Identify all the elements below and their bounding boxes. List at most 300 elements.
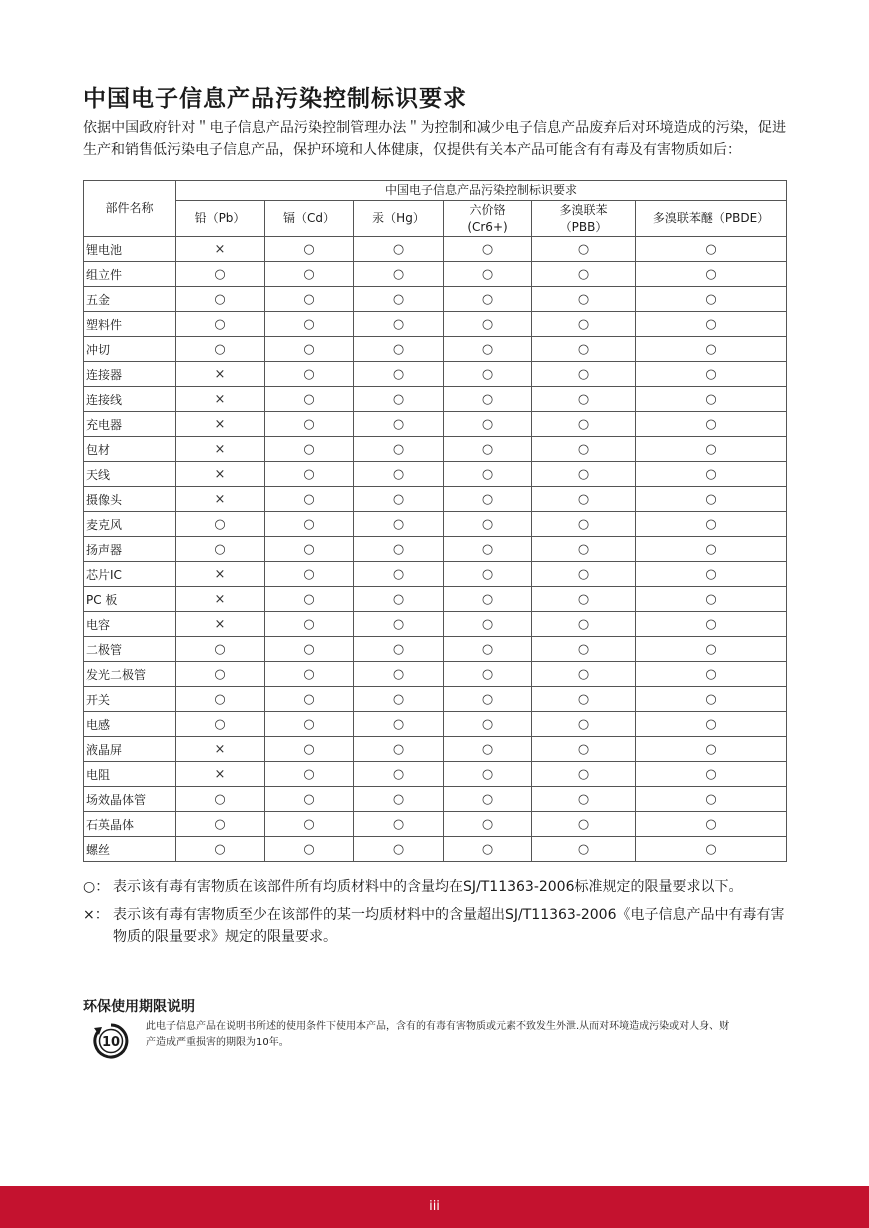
substance-cell bbox=[176, 287, 265, 312]
part-name: 开关 bbox=[84, 687, 176, 712]
compliance-mark: ○ bbox=[481, 616, 494, 632]
substance-cell bbox=[636, 562, 787, 587]
table-row bbox=[84, 562, 787, 587]
compliance-mark: ○ bbox=[303, 741, 315, 757]
compliance-mark: ○ bbox=[214, 316, 226, 332]
table-row bbox=[84, 312, 787, 337]
compliance-mark: ○ bbox=[577, 766, 590, 782]
substance-cell bbox=[636, 712, 787, 737]
substance-cell bbox=[176, 587, 265, 612]
substance-cell bbox=[444, 712, 532, 737]
substance-cell bbox=[265, 487, 354, 512]
compliance-mark: ○ bbox=[392, 416, 405, 432]
substance-cell bbox=[354, 687, 444, 712]
substance-cell bbox=[532, 262, 636, 287]
substance-cell bbox=[532, 437, 636, 462]
compliance-mark: × bbox=[214, 366, 226, 382]
compliance-mark: ○ bbox=[303, 816, 315, 832]
table-row bbox=[84, 437, 787, 462]
compliance-mark: ○ bbox=[481, 691, 494, 707]
substance-cell bbox=[532, 737, 636, 762]
substance-cell bbox=[636, 512, 787, 537]
compliance-mark: ○ bbox=[392, 666, 405, 682]
note-text: 表示该有毒有害物质在该部件所有均质材料中的含量均在SJ/T11363-2006标准规定的限量要求以下。 bbox=[113, 879, 743, 895]
compliance-mark: ○ bbox=[577, 591, 590, 607]
substance-name: 汞（Hg） bbox=[372, 211, 425, 225]
compliance-mark: ○ bbox=[214, 716, 226, 732]
substance-cell bbox=[354, 337, 444, 362]
part-name: 电阻 bbox=[84, 762, 176, 787]
substance-cell bbox=[354, 737, 444, 762]
compliance-mark: ○ bbox=[303, 516, 315, 532]
compliance-mark: ○ bbox=[303, 616, 315, 632]
part-name: 芯片IC bbox=[84, 562, 176, 587]
substance-cell bbox=[265, 287, 354, 312]
compliance-mark: ○ bbox=[577, 416, 590, 432]
substance-cell bbox=[444, 737, 532, 762]
compliance-mark: ○ bbox=[705, 616, 717, 632]
compliance-mark: ○ bbox=[392, 391, 405, 407]
compliance-mark: ○ bbox=[705, 416, 717, 432]
compliance-mark: ○ bbox=[303, 541, 315, 557]
substance-cell bbox=[532, 337, 636, 362]
substance-cell bbox=[265, 812, 354, 837]
substance-cell bbox=[532, 637, 636, 662]
substance-cell bbox=[354, 362, 444, 387]
compliance-mark: ○ bbox=[392, 341, 405, 357]
compliance-mark: ○ bbox=[214, 516, 226, 532]
compliance-mark: ○ bbox=[392, 841, 405, 857]
compliance-mark: ○ bbox=[481, 316, 494, 332]
substance-cell bbox=[636, 662, 787, 687]
substance-cell bbox=[444, 837, 532, 862]
compliance-mark: × bbox=[214, 591, 226, 607]
part-name: 天线 bbox=[84, 462, 176, 487]
compliance-mark: ○ bbox=[577, 616, 590, 632]
table-row bbox=[84, 712, 787, 737]
epup-logo-number: 10 bbox=[101, 1035, 121, 1050]
substance-cell bbox=[444, 287, 532, 312]
substance-cell bbox=[532, 687, 636, 712]
substance-cell bbox=[636, 687, 787, 712]
table-row bbox=[84, 637, 787, 662]
substance-cell bbox=[176, 812, 265, 837]
table-row bbox=[84, 737, 787, 762]
note-symbol: ×： bbox=[83, 907, 109, 923]
footer-bar bbox=[0, 1186, 869, 1228]
substance-name: 六价铬 bbox=[469, 202, 506, 217]
substance-cell bbox=[636, 587, 787, 612]
compliance-mark: ○ bbox=[303, 716, 315, 732]
part-name: 组立件 bbox=[84, 262, 176, 287]
compliance-mark: ○ bbox=[481, 666, 494, 682]
substance-cell bbox=[444, 337, 532, 362]
compliance-mark: ○ bbox=[392, 791, 405, 807]
table-row bbox=[84, 537, 787, 562]
compliance-mark: ○ bbox=[481, 541, 494, 557]
substance-cell bbox=[444, 387, 532, 412]
substance-cell bbox=[176, 412, 265, 437]
compliance-mark: ○ bbox=[481, 766, 494, 782]
compliance-mark: ○ bbox=[303, 666, 315, 682]
compliance-mark: × bbox=[214, 766, 226, 782]
substance-cell bbox=[444, 237, 532, 262]
table-row bbox=[84, 412, 787, 437]
compliance-mark: ○ bbox=[577, 291, 590, 307]
substance-cell bbox=[444, 487, 532, 512]
table-row bbox=[84, 662, 787, 687]
compliance-mark: ○ bbox=[392, 691, 405, 707]
part-name: 连接线 bbox=[84, 387, 176, 412]
substance-cell bbox=[532, 712, 636, 737]
compliance-mark: ○ bbox=[481, 791, 494, 807]
compliance-mark: × bbox=[214, 566, 226, 582]
substance-cell bbox=[444, 662, 532, 687]
substance-cell bbox=[444, 762, 532, 787]
substance-cell bbox=[444, 412, 532, 437]
compliance-mark: ○ bbox=[481, 491, 494, 507]
compliance-mark: ○ bbox=[392, 716, 405, 732]
substance-cell bbox=[636, 337, 787, 362]
epup-heading: 环保使用期限说明 bbox=[83, 999, 195, 1015]
table-row bbox=[84, 287, 787, 312]
substance-cell bbox=[265, 512, 354, 537]
substance-cell bbox=[636, 537, 787, 562]
substance-cell bbox=[265, 687, 354, 712]
compliance-mark: ○ bbox=[214, 791, 226, 807]
compliance-mark: ○ bbox=[705, 391, 717, 407]
compliance-mark: ○ bbox=[303, 841, 315, 857]
substance-cell bbox=[636, 612, 787, 637]
table-row bbox=[84, 837, 787, 862]
compliance-mark: ○ bbox=[705, 766, 717, 782]
substance-cell bbox=[354, 387, 444, 412]
substance-cell bbox=[532, 287, 636, 312]
part-name: 冲切 bbox=[84, 337, 176, 362]
substance-cell bbox=[265, 837, 354, 862]
compliance-mark: ○ bbox=[705, 341, 717, 357]
substance-cell bbox=[354, 237, 444, 262]
table-row bbox=[84, 387, 787, 412]
table-row bbox=[84, 687, 787, 712]
compliance-mark: ○ bbox=[481, 416, 494, 432]
table-row bbox=[84, 787, 787, 812]
compliance-mark: ○ bbox=[481, 641, 494, 657]
substance-cell bbox=[265, 587, 354, 612]
compliance-mark: ○ bbox=[392, 316, 405, 332]
substance-cell bbox=[636, 462, 787, 487]
compliance-mark: ○ bbox=[214, 691, 226, 707]
compliance-mark: × bbox=[214, 741, 226, 757]
substance-cell bbox=[176, 662, 265, 687]
substance-cell bbox=[354, 262, 444, 287]
substance-cell bbox=[265, 387, 354, 412]
table-row bbox=[84, 612, 787, 637]
substance-cell bbox=[444, 437, 532, 462]
compliance-mark: ○ bbox=[481, 441, 494, 457]
substance-cell bbox=[444, 787, 532, 812]
part-name: 螺丝 bbox=[84, 837, 176, 862]
compliance-mark: ○ bbox=[481, 291, 494, 307]
substance-cell bbox=[444, 512, 532, 537]
substance-cell bbox=[636, 737, 787, 762]
substance-cell bbox=[176, 762, 265, 787]
substance-cell bbox=[532, 837, 636, 862]
part-name-header: 部件名称 bbox=[84, 181, 176, 237]
compliance-mark: ○ bbox=[705, 491, 717, 507]
compliance-mark: ○ bbox=[481, 241, 494, 257]
compliance-mark: ○ bbox=[392, 291, 405, 307]
part-name: 五金 bbox=[84, 287, 176, 312]
compliance-mark: ○ bbox=[705, 816, 717, 832]
substance-cell bbox=[265, 262, 354, 287]
substance-cell bbox=[444, 637, 532, 662]
substance-cell bbox=[176, 612, 265, 637]
substance-symbol: (Cr6+) bbox=[467, 219, 508, 234]
substance-cell bbox=[636, 262, 787, 287]
compliance-mark: ○ bbox=[303, 691, 315, 707]
substance-cell bbox=[532, 512, 636, 537]
compliance-mark: ○ bbox=[392, 366, 405, 382]
substance-cell bbox=[354, 312, 444, 337]
substance-cell bbox=[354, 762, 444, 787]
compliance-mark: ○ bbox=[392, 616, 405, 632]
compliance-mark: ○ bbox=[705, 716, 717, 732]
part-name: 电感 bbox=[84, 712, 176, 737]
substance-cell bbox=[532, 812, 636, 837]
compliance-mark: ○ bbox=[214, 641, 226, 657]
substance-symbol: （PBB） bbox=[559, 219, 608, 234]
substance-cell bbox=[354, 712, 444, 737]
substance-cell bbox=[532, 412, 636, 437]
compliance-mark: ○ bbox=[577, 641, 590, 657]
substance-cell bbox=[532, 562, 636, 587]
page-number: iii bbox=[429, 1199, 440, 1214]
compliance-mark: ○ bbox=[705, 741, 717, 757]
compliance-mark: ○ bbox=[303, 341, 315, 357]
compliance-mark: ○ bbox=[481, 566, 494, 582]
substance-cell bbox=[176, 737, 265, 762]
compliance-mark: ○ bbox=[577, 241, 590, 257]
substance-header bbox=[354, 201, 444, 237]
compliance-mark: ○ bbox=[303, 491, 315, 507]
compliance-mark: ○ bbox=[481, 366, 494, 382]
part-name: 麦克风 bbox=[84, 512, 176, 537]
substance-cell bbox=[265, 662, 354, 687]
compliance-mark: ○ bbox=[303, 316, 315, 332]
compliance-mark: ○ bbox=[705, 541, 717, 557]
compliance-mark: ○ bbox=[481, 391, 494, 407]
part-name: 摄像头 bbox=[84, 487, 176, 512]
compliance-mark: × bbox=[214, 441, 226, 457]
substance-cell bbox=[636, 812, 787, 837]
substance-cell bbox=[636, 762, 787, 787]
compliance-mark: ○ bbox=[303, 791, 315, 807]
compliance-mark: ○ bbox=[303, 766, 315, 782]
substance-cell bbox=[265, 312, 354, 337]
part-name: 场效晶体管 bbox=[84, 787, 176, 812]
compliance-mark: × bbox=[214, 491, 226, 507]
substance-cell bbox=[532, 387, 636, 412]
compliance-mark: ○ bbox=[481, 741, 494, 757]
substance-cell bbox=[354, 587, 444, 612]
table-row bbox=[84, 587, 787, 612]
note-text: 表示该有毒有害物质至少在该部件的某一均质材料中的含量超出SJ/T11363-2006《电子信息产品中有毒有害物质的限量要求》规定的限量要求。 bbox=[113, 907, 785, 945]
substance-header bbox=[444, 201, 532, 237]
substance-cell bbox=[444, 612, 532, 637]
compliance-mark: ○ bbox=[303, 416, 315, 432]
compliance-mark: ○ bbox=[303, 641, 315, 657]
compliance-mark: ○ bbox=[705, 291, 717, 307]
substance-cell bbox=[176, 512, 265, 537]
compliance-mark: ○ bbox=[303, 266, 315, 282]
substance-cell bbox=[176, 787, 265, 812]
compliance-mark: ○ bbox=[392, 491, 405, 507]
substance-cell bbox=[354, 612, 444, 637]
compliance-mark: ○ bbox=[577, 341, 590, 357]
substance-cell bbox=[265, 612, 354, 637]
compliance-mark: × bbox=[214, 616, 226, 632]
substance-cell bbox=[444, 312, 532, 337]
substance-cell bbox=[176, 237, 265, 262]
compliance-mark: ○ bbox=[577, 266, 590, 282]
substance-cell bbox=[444, 587, 532, 612]
compliance-mark: ○ bbox=[577, 816, 590, 832]
substance-cell bbox=[176, 837, 265, 862]
compliance-mark: ○ bbox=[303, 291, 315, 307]
substance-cell bbox=[532, 612, 636, 637]
compliance-mark: ○ bbox=[577, 491, 590, 507]
substance-cell bbox=[176, 437, 265, 462]
substance-cell bbox=[354, 812, 444, 837]
compliance-mark: ○ bbox=[214, 841, 226, 857]
substance-cell bbox=[636, 437, 787, 462]
substance-cell bbox=[532, 237, 636, 262]
substance-cell bbox=[265, 562, 354, 587]
compliance-mark: ○ bbox=[214, 266, 226, 282]
substance-cell bbox=[176, 362, 265, 387]
substance-name: 铅（Pb） bbox=[194, 211, 246, 225]
substance-cell bbox=[354, 287, 444, 312]
substance-cell bbox=[354, 637, 444, 662]
compliance-mark: ○ bbox=[392, 541, 405, 557]
substance-header bbox=[636, 201, 787, 237]
compliance-mark: ○ bbox=[392, 266, 405, 282]
substance-cell bbox=[354, 537, 444, 562]
substance-cell bbox=[532, 462, 636, 487]
compliance-mark: ○ bbox=[705, 791, 717, 807]
hazardous-substance-table bbox=[83, 180, 787, 862]
substance-cell bbox=[265, 537, 354, 562]
part-name: PC 板 bbox=[84, 587, 176, 612]
compliance-mark: ○ bbox=[481, 816, 494, 832]
compliance-mark: ○ bbox=[705, 466, 717, 482]
compliance-mark: ○ bbox=[392, 516, 405, 532]
substance-cell bbox=[176, 262, 265, 287]
substance-cell bbox=[532, 312, 636, 337]
compliance-mark: ○ bbox=[577, 691, 590, 707]
compliance-mark: ○ bbox=[481, 266, 494, 282]
compliance-mark: ○ bbox=[392, 641, 405, 657]
part-name: 连接器 bbox=[84, 362, 176, 387]
substance-cell bbox=[265, 762, 354, 787]
table-row bbox=[84, 462, 787, 487]
substance-cell bbox=[532, 662, 636, 687]
compliance-mark: ○ bbox=[214, 816, 226, 832]
compliance-mark: × bbox=[214, 241, 226, 257]
compliance-mark: × bbox=[214, 416, 226, 432]
substance-cell bbox=[176, 337, 265, 362]
intro-paragraph: 依据中国政府针对＂电子信息产品污染控制管理办法＂为控制和减少电子信息产品废弃后对环境造成的污染，促进生产和销售低污染电子信息产品，保护环境和人体健康，仅提供有关本产品可能含有有毒及有害物质如后： bbox=[83, 120, 786, 158]
note-circle bbox=[83, 876, 788, 898]
substance-cell bbox=[354, 512, 444, 537]
compliance-mark: ○ bbox=[577, 441, 590, 457]
note-symbol: ○： bbox=[83, 879, 110, 895]
compliance-mark: ○ bbox=[705, 591, 717, 607]
compliance-mark: ○ bbox=[705, 566, 717, 582]
compliance-mark: ○ bbox=[577, 316, 590, 332]
compliance-mark: ○ bbox=[705, 366, 717, 382]
substance-cell bbox=[354, 462, 444, 487]
compliance-mark: ○ bbox=[214, 541, 226, 557]
compliance-mark: ○ bbox=[214, 341, 226, 357]
substance-cell bbox=[354, 662, 444, 687]
substance-cell bbox=[265, 412, 354, 437]
compliance-mark: ○ bbox=[214, 291, 226, 307]
compliance-mark: ○ bbox=[705, 666, 717, 682]
compliance-mark: ○ bbox=[392, 816, 405, 832]
substance-name: 镉（Cd） bbox=[283, 211, 335, 225]
substance-cell bbox=[354, 412, 444, 437]
compliance-mark: ○ bbox=[577, 466, 590, 482]
substance-cell bbox=[354, 837, 444, 862]
compliance-mark: × bbox=[214, 466, 226, 482]
substance-cell bbox=[176, 562, 265, 587]
substance-cell bbox=[636, 387, 787, 412]
compliance-mark: ○ bbox=[392, 241, 405, 257]
substance-cell bbox=[444, 812, 532, 837]
substance-cell bbox=[636, 362, 787, 387]
substance-cell bbox=[636, 637, 787, 662]
part-name: 电容 bbox=[84, 612, 176, 637]
compliance-mark: ○ bbox=[577, 791, 590, 807]
substance-cell bbox=[532, 787, 636, 812]
substance-cell bbox=[176, 637, 265, 662]
table-row bbox=[84, 362, 787, 387]
substance-cell bbox=[532, 487, 636, 512]
part-name: 液晶屏 bbox=[84, 737, 176, 762]
table-row bbox=[84, 262, 787, 287]
compliance-mark: ○ bbox=[481, 591, 494, 607]
substance-cell bbox=[354, 487, 444, 512]
compliance-mark: ○ bbox=[577, 366, 590, 382]
substance-cell bbox=[444, 362, 532, 387]
substance-cell bbox=[176, 387, 265, 412]
substance-cell bbox=[176, 537, 265, 562]
substance-cell bbox=[444, 687, 532, 712]
substance-cell bbox=[265, 337, 354, 362]
substance-cell bbox=[265, 712, 354, 737]
part-name: 石英晶体 bbox=[84, 812, 176, 837]
compliance-mark: ○ bbox=[392, 566, 405, 582]
group-header: 中国电子信息产品污染控制标识要求 bbox=[176, 181, 787, 201]
epup-10-year-logo bbox=[92, 1022, 130, 1060]
substance-cell bbox=[636, 287, 787, 312]
part-name: 扬声器 bbox=[84, 537, 176, 562]
substance-cell bbox=[636, 487, 787, 512]
substance-cell bbox=[636, 412, 787, 437]
table-row bbox=[84, 812, 787, 837]
